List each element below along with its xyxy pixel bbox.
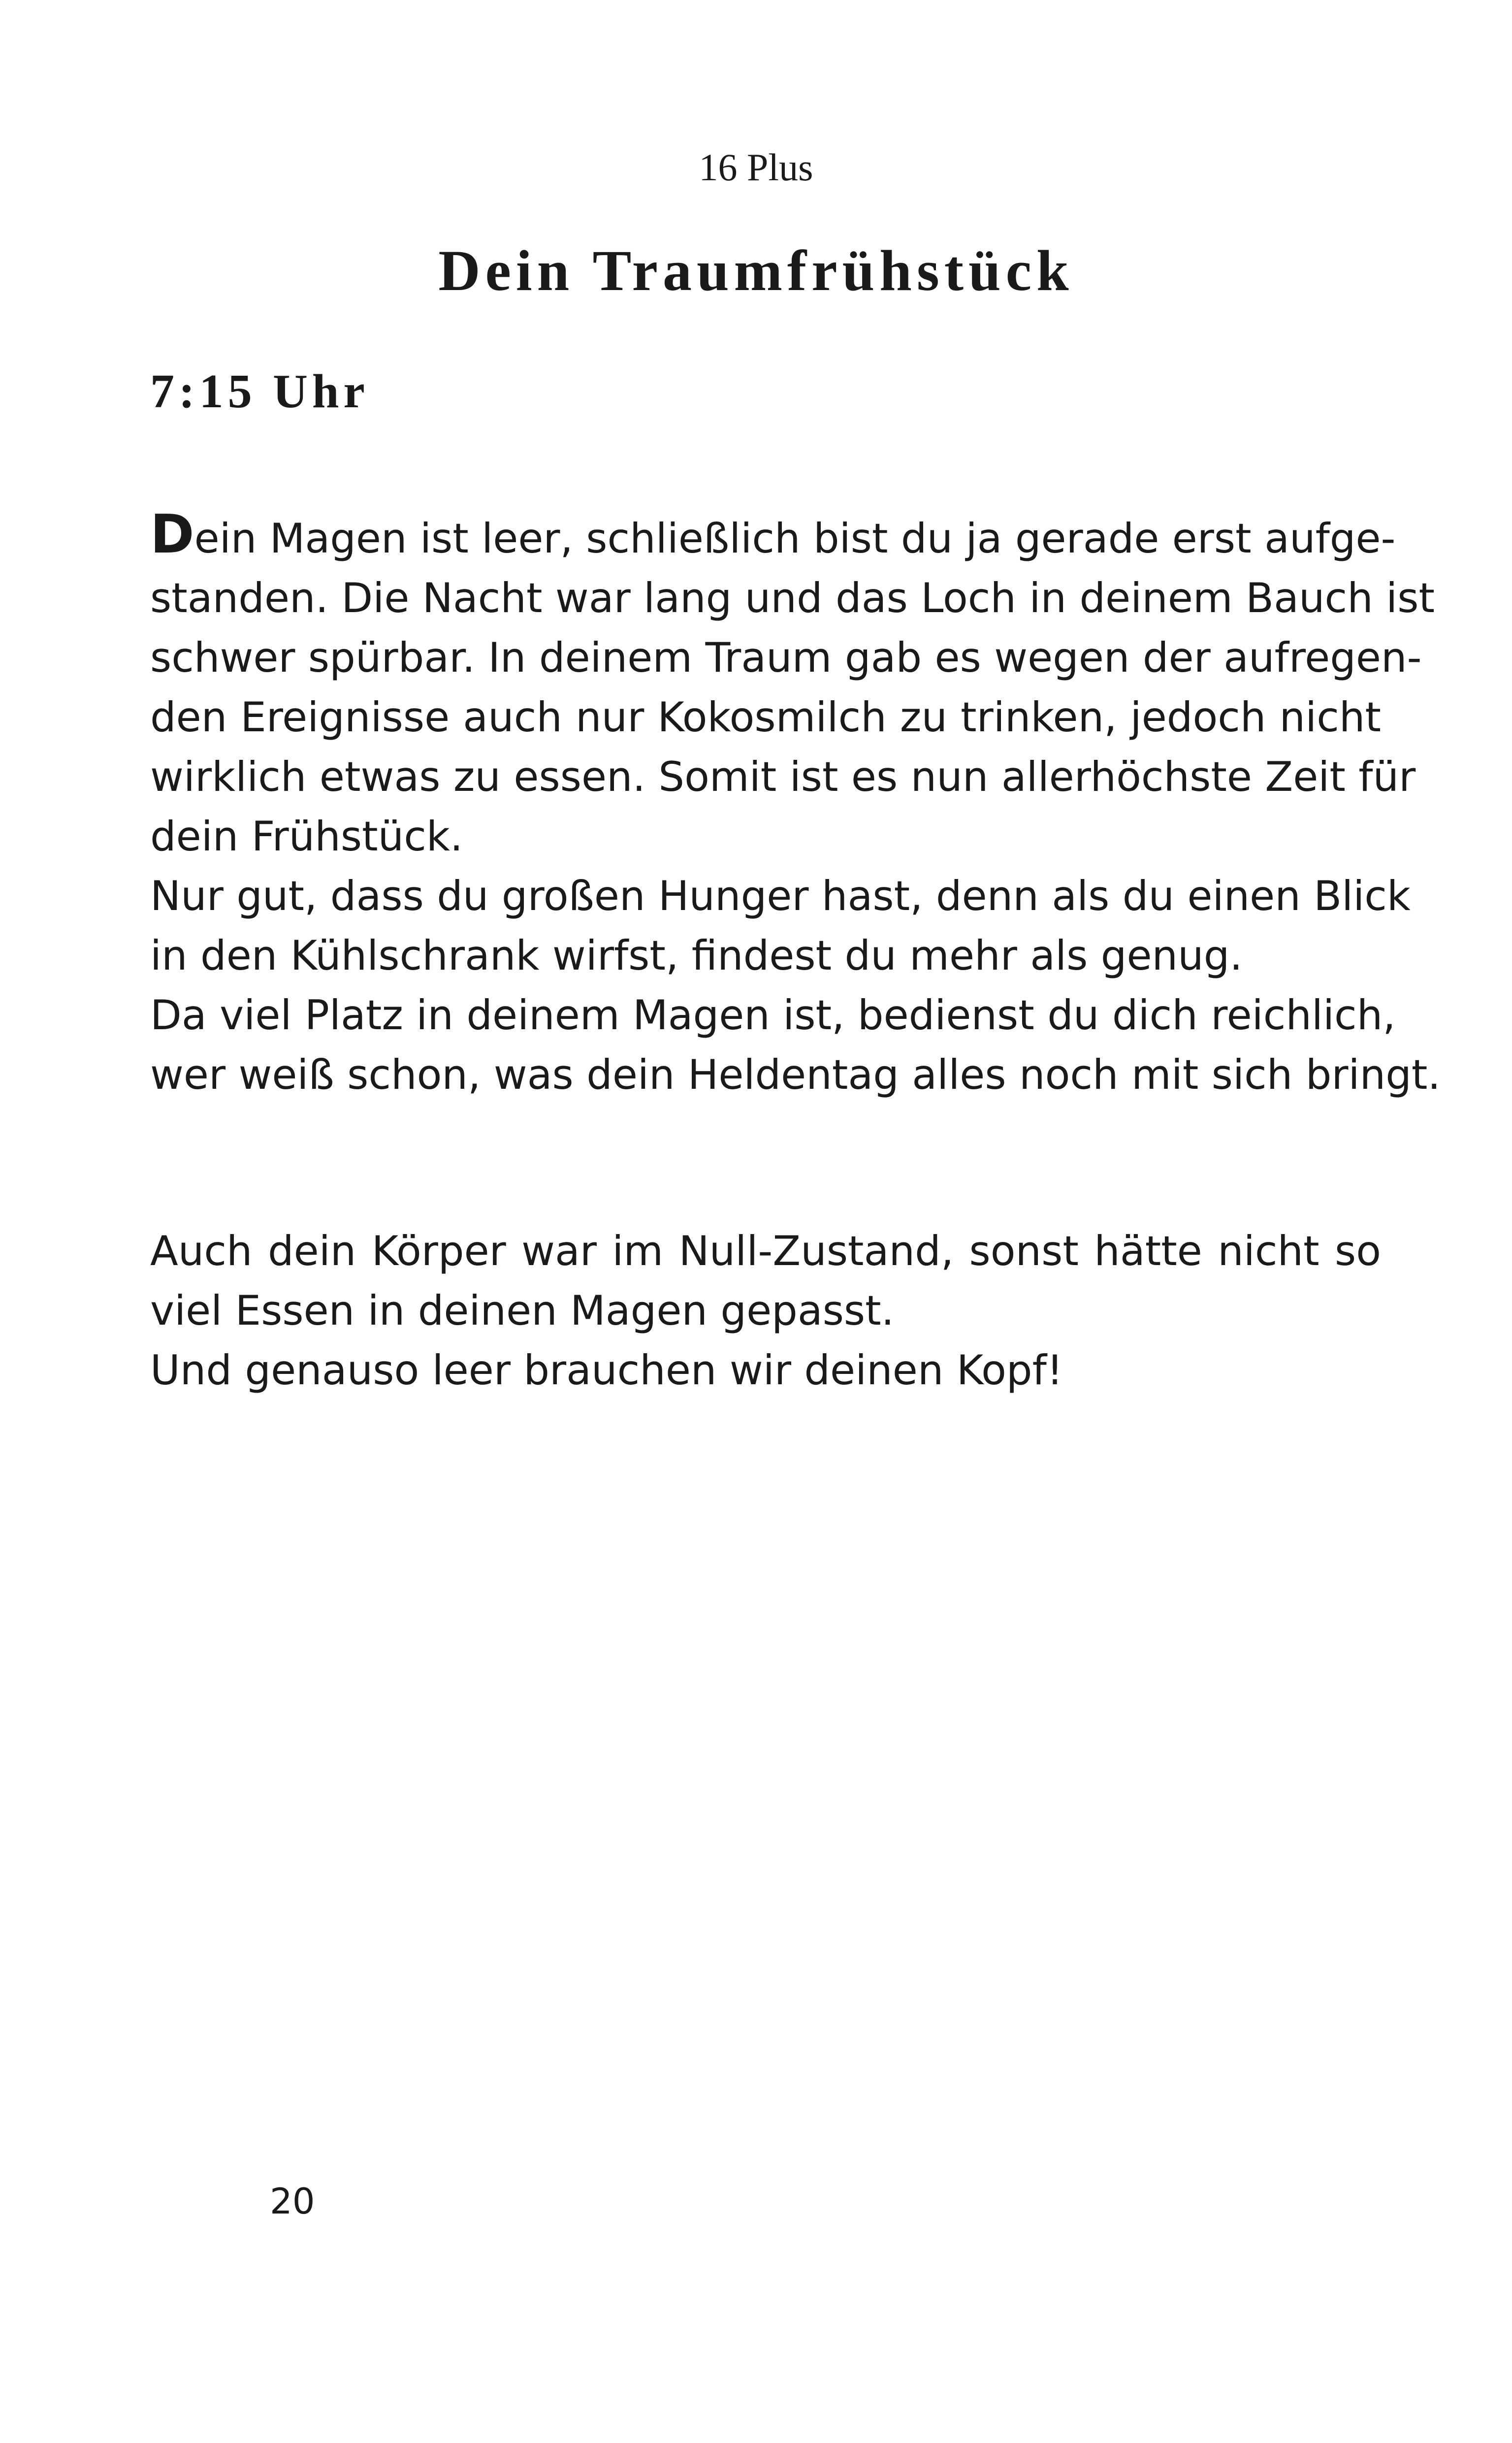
time-heading: 7:15 Uhr [150, 365, 369, 418]
text-line: Und genauso leer brauchen wir deinen Kopf! [150, 1346, 1063, 1394]
drop-cap: D [150, 504, 194, 565]
text-line: den Ereignisse auch nur Kokosmilch zu trinken, jedoch nicht [150, 693, 1381, 741]
text-line: wer weiß schon, was dein Heldentag alles noch mit sich bringt. [150, 1051, 1441, 1099]
text-line: standen. Die Nacht war lang und das Loch in deinem Bauch ist [150, 574, 1435, 622]
page-number: 20 [270, 2181, 315, 2222]
paragraph-block-1 [150, 504, 1441, 1105]
text-line: Nur gut, dass du großen Hunger hast, denn als du einen Blick [150, 872, 1411, 920]
text-line: Da viel Platz in deinem Magen ist, bedienst du dich reichlich, [150, 991, 1396, 1039]
text-line [150, 504, 1396, 568]
text-line: wirklich etwas zu essen. Somit ist es nun allerhöchste Zeit für [150, 753, 1416, 801]
text-line: viel Essen in deinen Magen gepasst. [150, 1287, 895, 1335]
chapter-title: Dein Traumfrühstück [438, 238, 1074, 303]
text-line-content: ein Magen ist leer, schließlich bist du ja gerade erst aufge- [194, 515, 1396, 562]
text-line: in den Kühlschrank wirfst, findest du mehr als genug. [150, 932, 1243, 979]
running-head: 16 Plus [699, 146, 813, 189]
paragraph-block-2 [150, 1221, 1381, 1400]
text-line: dein Frühstück. [150, 813, 463, 860]
text-line: schwer spürbar. In deinem Traum gab es wegen der aufregen- [150, 634, 1422, 682]
text-line: Auch dein Körper war im Null-Zustand, sonst hätte nicht so [150, 1227, 1381, 1275]
